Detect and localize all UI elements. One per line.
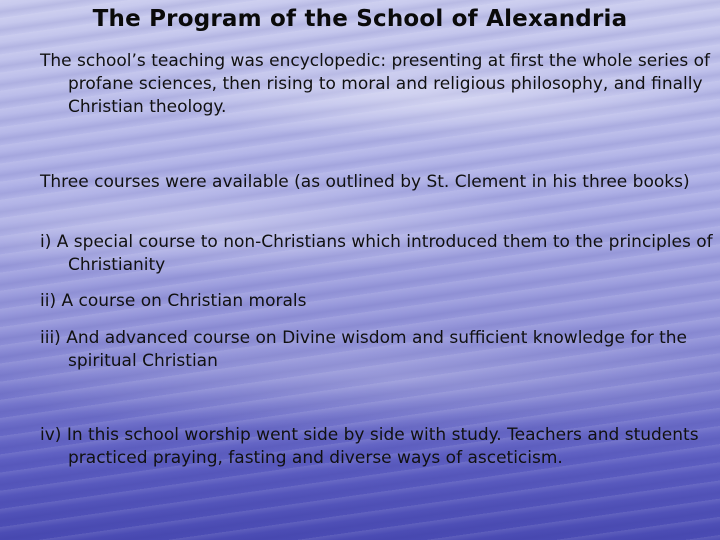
slide-title: The Program of the School of Alexandria bbox=[92, 6, 628, 32]
intro-paragraph: The school’s teaching was encyclopedic: presenting at first the whole series of profane sciences, then rising to moral and religious philosophy, and finally Christian theology. bbox=[40, 51, 711, 117]
course-item-ii: ii) A course on Christian morals bbox=[40, 291, 307, 311]
course-item-i: i) A special course to non-Christians which introduced them to the principles of Christianity bbox=[40, 232, 713, 275]
course-item-iii: iii) And advanced course on Divine wisdom and sufficient knowledge for the spiritual Christian bbox=[40, 328, 688, 371]
courses-paragraph: Three courses were available (as outlined by St. Clement in his three books) bbox=[40, 172, 690, 192]
worship-paragraph: iv) In this school worship went side by side with study. Teachers and students practiced praying, fasting and diverse ways of asceticism. bbox=[40, 425, 699, 468]
